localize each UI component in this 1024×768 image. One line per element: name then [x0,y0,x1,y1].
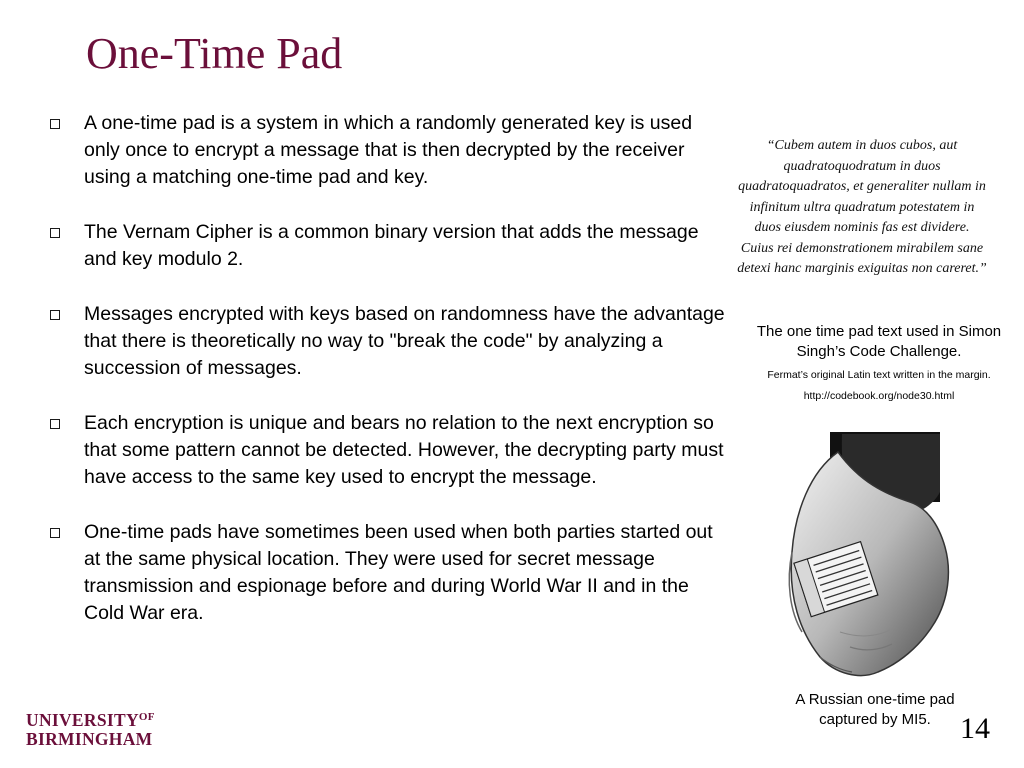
university-logo: $UNIVERSITY^{OF}$ BIRMINGHAM [26,710,155,749]
bullet-item [46,301,726,382]
bullet-item [46,519,726,627]
quote-caption: The one time pad text used in Simon Singh’s Code Challenge. [756,323,1002,360]
bullet-item [46,110,726,191]
bullet-item [46,410,726,491]
bullet-item [46,219,726,273]
square-bullet-icon [50,528,60,538]
bullet-text: A one-time pad is a system in which a randomly generated key is used only once to encrypt a message that is then decrypted by the receiver using a matching one-time pad and key. [84,112,693,188]
bullet-list [46,110,726,655]
hand-holding-pad-photo [780,432,955,682]
quote-note: Fermat’s original Latin text written in the margin. [767,369,991,381]
slide-title: One-Time Pad [86,29,343,78]
page-number: 14 [960,712,990,745]
bullet-text: The Vernam Cipher is a common binary version that adds the message and key modulo 2. [84,221,699,270]
square-bullet-icon [50,419,60,429]
square-bullet-icon [50,228,60,238]
latin-quote: “Cubem autem in duos cubos, aut quadratoquodratum in duos quadratoquadratos, et generaliter nullam in infinitum ultra quadratum potestatem in duos eiusdem nominis fas est dividere. Cuius rei demonstrationem mirabilem sane detexi hanc marginis exiguitas non careret.” [737,138,987,276]
photo-caption: A Russian one-time pad captured by MI5. [795,691,955,728]
square-bullet-icon [50,310,60,320]
bullet-text: One-time pads have sometimes been used when both parties started out at the same physical location. They were used for secret message transmission and espionage before and during World War II and in the Cold War era. [84,521,713,624]
bullet-text: Each encryption is unique and bears no relation to the next encryption so that some pattern cannot be detected. However, the decrypting party must have access to the same key used to encrypt the message. [84,412,724,488]
square-bullet-icon [50,119,60,129]
source-url: http://codebook.org/node30.html [803,390,955,402]
bullet-text: Messages encrypted with keys based on randomness have the advantage that there is theoretically no way to "break the code" by analyzing a succession of messages. [84,303,725,379]
